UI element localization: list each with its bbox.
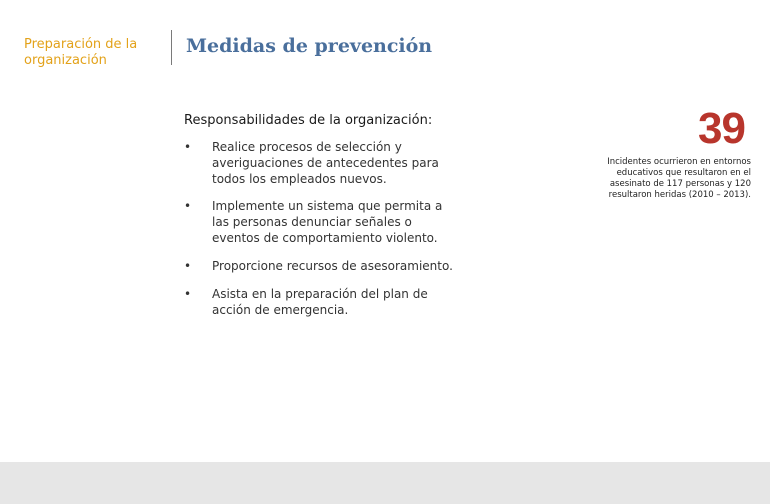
stat-number: 39	[698, 104, 745, 153]
bullet-icon: •	[184, 287, 192, 301]
bullet-icon: •	[184, 140, 192, 154]
list-item-text: Implemente un sistema que permita a las personas denunciar señales o eventos de comportamiento violento.	[212, 199, 443, 245]
list-item-text: Asista en la preparación del plan de acción de emergencia.	[212, 287, 428, 317]
footer-band	[0, 462, 770, 504]
responsibilities-heading: Responsabilidades de la organización:	[184, 113, 433, 128]
list-item-text: Proporcione recursos de asesoramiento.	[212, 259, 453, 273]
list-item-text: Realice procesos de selección y averiguaciones de antecedentes para todos los empleados nuevos.	[212, 140, 439, 186]
header-divider	[171, 30, 172, 65]
bullet-icon: •	[184, 259, 192, 273]
section-label: Preparación de la organización	[24, 37, 138, 68]
page-title: Medidas de prevención	[186, 35, 433, 57]
bullet-icon: •	[184, 199, 192, 213]
stat-caption: Incidentes ocurrieron en entornos educativos que resultaron en el asesinato de 117 personas y 120 resultaron heridas (2010 – 2013).	[607, 157, 751, 200]
